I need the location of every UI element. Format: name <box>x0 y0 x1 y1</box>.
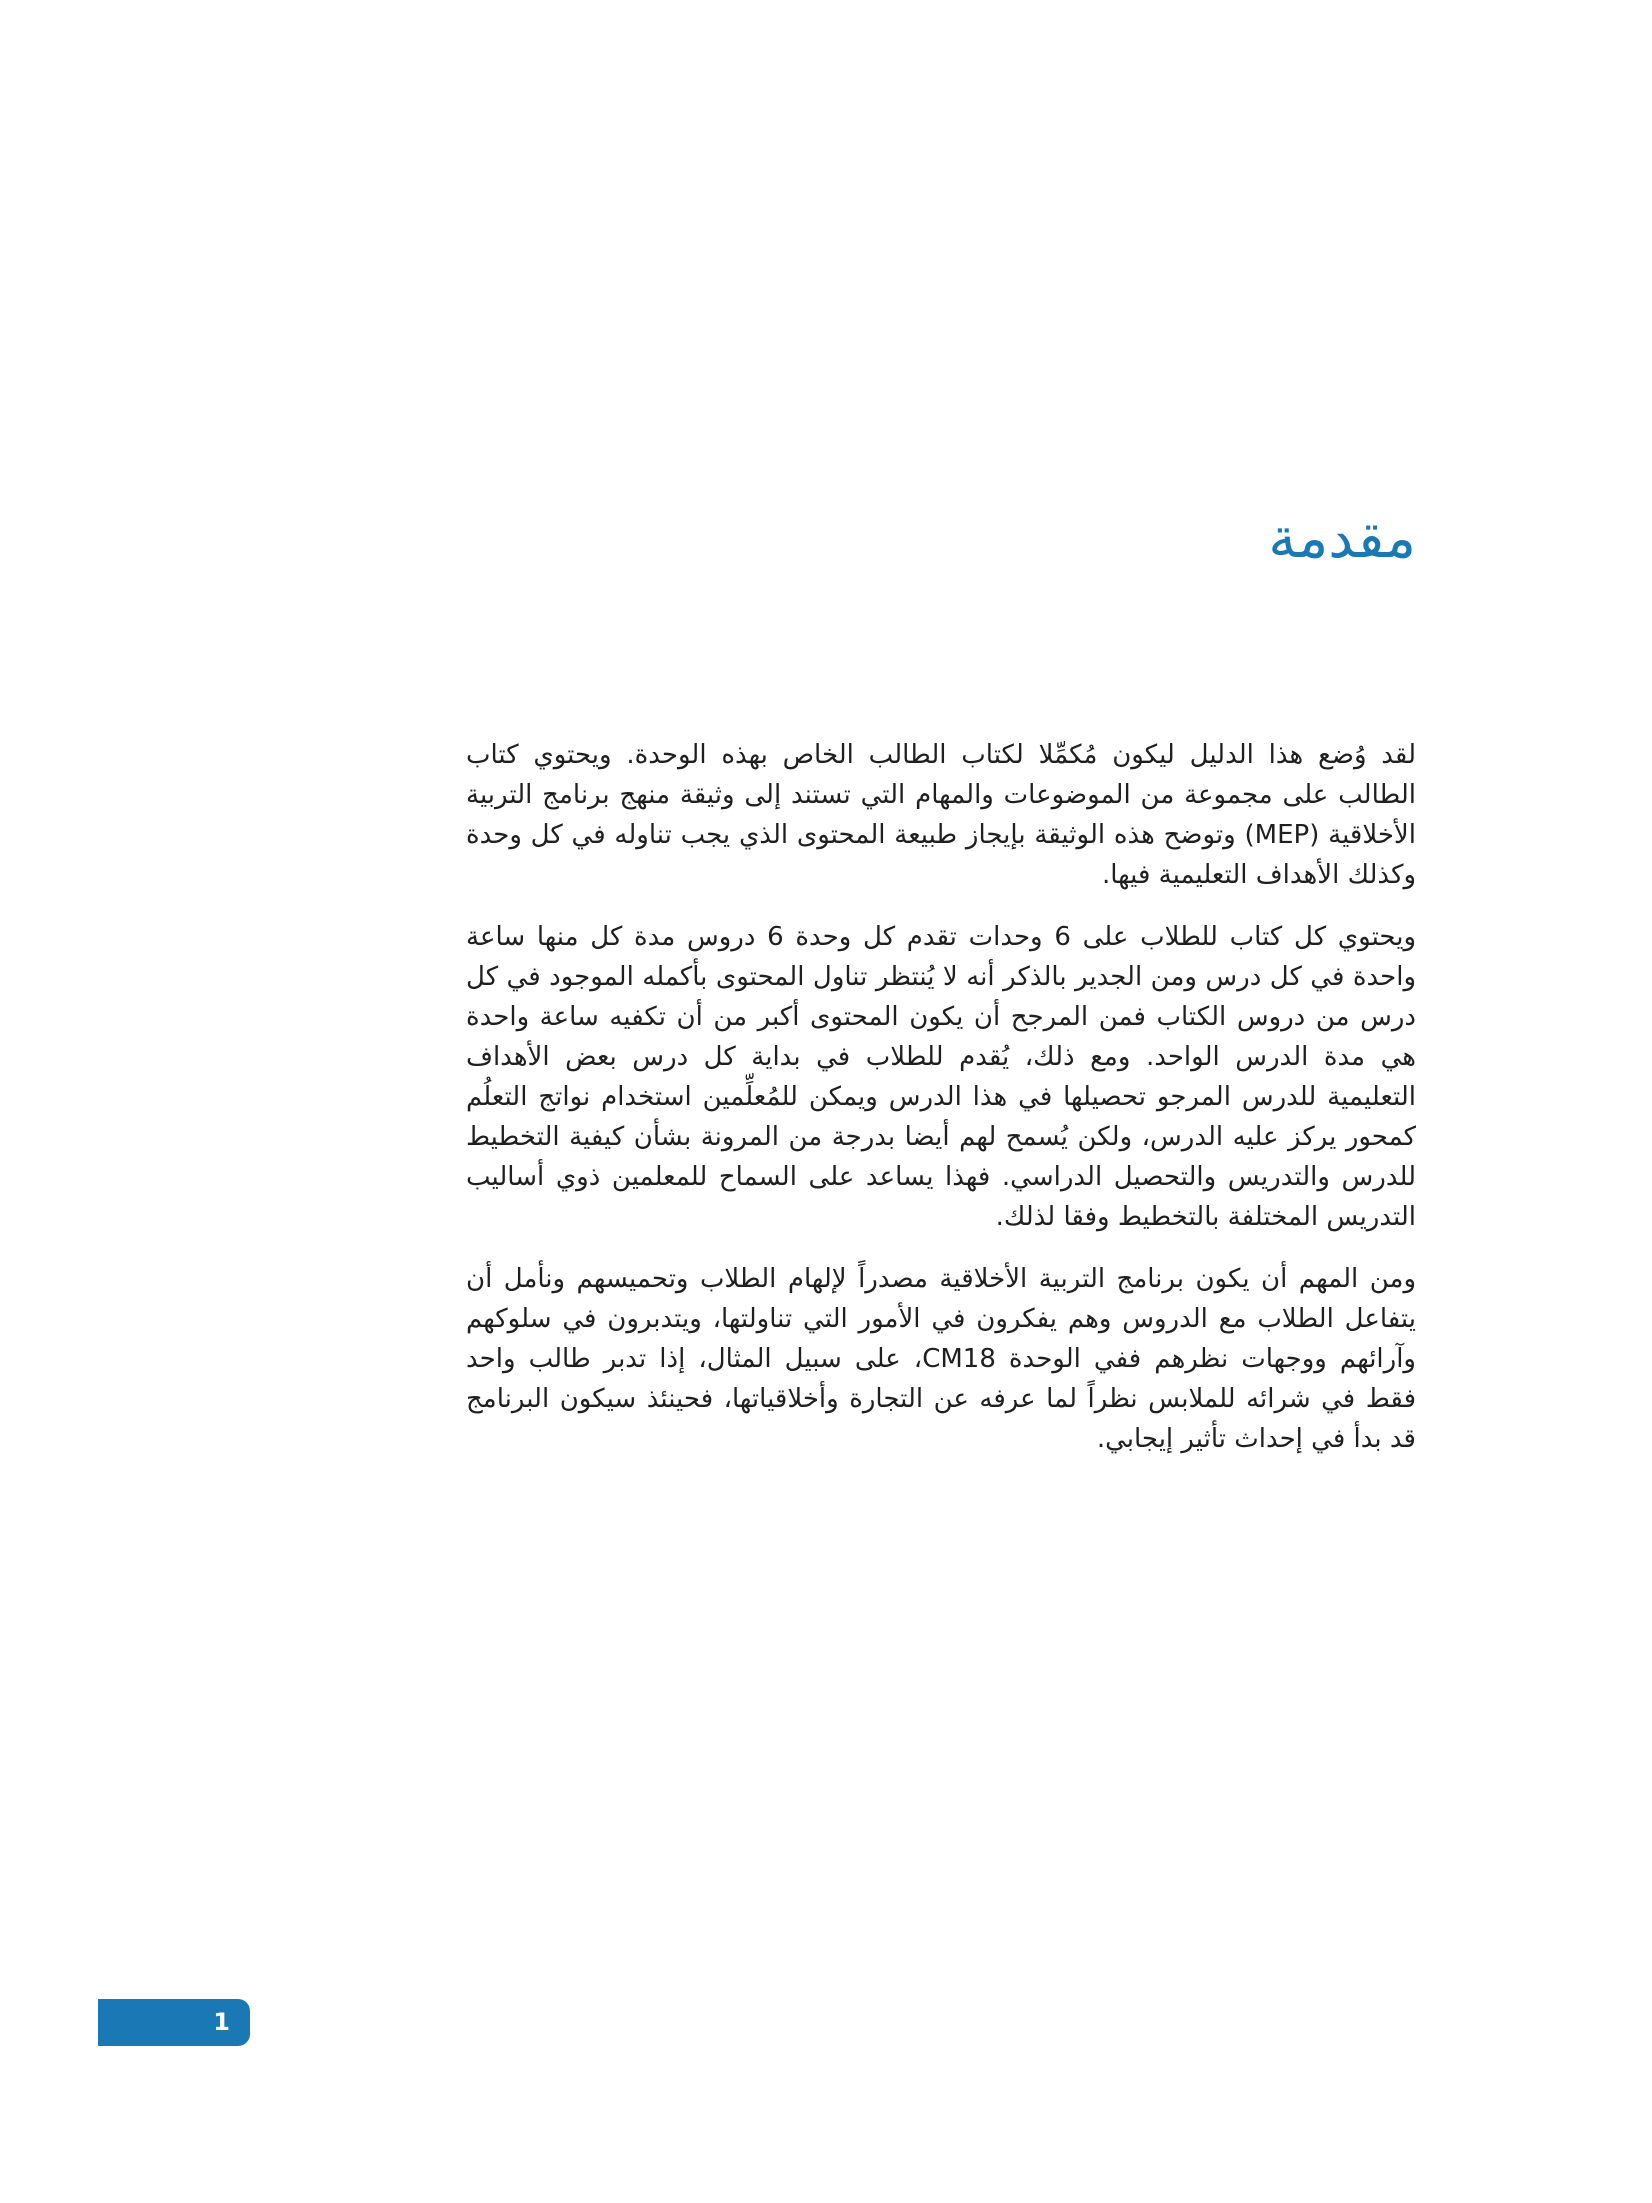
paragraph-units: ويحتوي كل كتاب للطلاب على 6 وحدات تقدم كل وحدة 6 دروس مدة كل منها ساعة واحدة في كل درس ومن الجدير بالذكر أنه لا يُنتظر تناول المحتوى بأكمله الموجود في كل درس من دروس الكتاب فمن المرجح أن يكون المحتوى أكبر من أن تكفيه ساعة واحدة هي مدة الدرس الواحد. ومع ذلك، يُقدم للطلاب في بداية كل درس بعض الأهداف التعليمية للدرس المرجو تحصيلها في هذا الدرس ويمكن للمُعلِّمين استخدام نواتج التعلُم كمحور يركز عليه الدرس، ولكن يُسمح لهم أيضا بدرجة من المرونة بشأن كيفية التخطيط للدرس والتدريس والتحصيل الدراسي. فهذا يساعد على السماح للمعلمين ذوي أساليب التدريس المختلفة بالتخطيط وفقا لذلك. <box>466 922 1417 1232</box>
body-text <box>466 735 1416 1481</box>
page-number: 1 <box>213 2008 230 2036</box>
page-title: مقدمة <box>1268 506 1416 571</box>
paragraph-inspiration: ومن المهم أن يكون برنامج التربية الأخلاقية مصدراً لإلهام الطلاب وتحميسهم ونأمل أن يتفاعل الطلاب مع الدروس وهم يفكرون في الأمور التي تناولتها، ويتدبرون في سلوكهم وآرائهم ووجهات نظرهم ففي الوحدة CM18، على سبيل المثال، إذا تدبر طالب واحد فقط في شرائه للملابس نظراً لما عرفه عن التجارة وأخلاقياتها، فحينئذ سيكون البرنامج قد بدأ في إحداث تأثير إيجابي. <box>466 1264 1416 1454</box>
paragraph-intro: لقد وُضع هذا الدليل ليكون مُكمِّلا لكتاب الطالب الخاص بهذه الوحدة. ويحتوي كتاب الطالب على مجموعة من الموضوعات والمهام التي تستند إلى وثيقة منهج برنامج التربية الأخلاقية (MEP) وتوضح هذه الوثيقة بإيجاز طبيعة المحتوى الذي يجب تناوله في كل وحدة وكذلك الأهداف التعليمية فيها. <box>466 740 1416 890</box>
page-number-tab <box>98 1999 250 2046</box>
